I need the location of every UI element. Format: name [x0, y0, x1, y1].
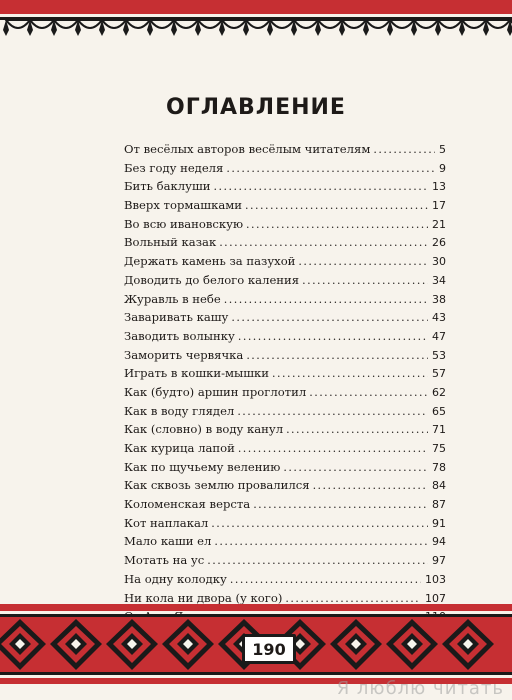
dot-leader	[286, 420, 428, 439]
watermark: Я люблю читать	[336, 678, 504, 699]
toc-entry	[124, 364, 446, 383]
dot-leader	[309, 383, 428, 402]
toc-entry-page: 97	[432, 554, 446, 568]
toc-entry	[124, 140, 446, 159]
dot-leader	[302, 271, 428, 290]
toc-entry	[124, 290, 446, 309]
toc-entry	[124, 551, 446, 570]
toc-entry-page: 62	[432, 385, 446, 399]
dot-leader	[231, 308, 428, 327]
dot-leader	[207, 551, 428, 570]
toc-entry-title: Мало каши ел	[124, 534, 212, 549]
toc-entry-title: Как по щучьему велению	[124, 459, 281, 474]
toc-entry	[124, 196, 446, 215]
toc-entry	[124, 159, 446, 178]
toc-entry-page: 65	[432, 404, 446, 418]
toc-entry-page: 87	[432, 498, 446, 512]
toc-entry	[124, 346, 446, 365]
toc-entry-title: Заводить волынку	[124, 328, 235, 343]
toc-entry-page: 47	[432, 329, 446, 343]
toc-entry	[124, 327, 446, 346]
page-title: ОГЛАВЛЕНИЕ	[166, 94, 346, 120]
toc-entry-title: Мотать на ус	[124, 553, 205, 568]
toc-entry	[124, 495, 446, 514]
toc-entry	[124, 514, 446, 533]
dot-leader	[238, 327, 428, 346]
toc-entry-title: Доводить до белого каления	[124, 272, 300, 287]
toc-entry-title: Как сквозь землю провалился	[124, 478, 310, 493]
toc-entry-page: 21	[432, 217, 446, 231]
toc-entry-page: 71	[432, 423, 446, 437]
toc-entry-page: 107	[425, 591, 446, 605]
toc-entry-title: Держать камень за пазухой	[124, 254, 296, 269]
toc-entry-title: На одну колодку	[124, 571, 227, 586]
toc-entry-page: 78	[432, 460, 446, 474]
toc-entry	[124, 308, 446, 327]
toc-entry-title: Во всю ивановскую	[124, 216, 244, 231]
dot-leader	[214, 177, 429, 196]
dot-leader	[214, 532, 428, 551]
toc-entry-page: 94	[432, 535, 446, 549]
toc-entry-page: 75	[432, 442, 446, 455]
toc-entry-page: 26	[432, 236, 446, 250]
toc-entry-title: Без году неделя	[124, 160, 224, 175]
toc-entry-title: Кот наплакал	[124, 515, 209, 530]
toc-entry-page: 43	[432, 311, 446, 325]
toc-entry-title: Заморить червячка	[124, 347, 244, 362]
toc-entry-page: 34	[432, 273, 446, 287]
dot-leader	[253, 495, 428, 514]
toc-entry	[124, 177, 446, 196]
dot-leader	[226, 159, 435, 178]
toc-entry-page: 91	[432, 516, 446, 530]
toc-entry-page: 57	[432, 367, 446, 381]
dot-leader	[211, 514, 428, 533]
toc-entry-title: Как (будто) аршин проглотил	[124, 384, 307, 399]
dot-leader	[246, 215, 428, 234]
toc-entry-page: 38	[432, 292, 446, 306]
dot-leader	[238, 439, 428, 458]
toc-entry-title: Вверх тормашками	[124, 198, 242, 213]
toc-entry-title: Заваривать кашу	[124, 310, 229, 325]
dot-leader	[237, 402, 428, 421]
toc-entry-title: Как (словно) в воду канул	[124, 422, 284, 437]
toc-entry	[124, 383, 446, 402]
toc-entry-title: Как в воду глядел	[124, 403, 235, 418]
toc-entry	[124, 532, 446, 551]
dot-leader	[373, 140, 435, 159]
dot-leader	[219, 233, 428, 252]
toc-entry-page: 30	[432, 255, 446, 269]
toc-entry-title: Играть в кошки-мышки	[124, 366, 270, 381]
page-number: 190	[252, 639, 286, 659]
toc-entry-page: 84	[432, 479, 446, 493]
toc-entry	[124, 570, 446, 589]
toc-entry-title: Вольный казак	[124, 235, 217, 250]
toc-entry-title: От весёлых авторов весёлым читателям	[124, 142, 371, 156]
toc-entry	[124, 233, 446, 252]
toc-entry-title: Ни кола ни двора (у кого)	[124, 590, 283, 605]
toc-entry-page: 5	[439, 143, 446, 156]
dot-leader	[224, 290, 428, 309]
dot-leader	[230, 570, 421, 589]
toc-entry-title: Бить баклуши	[124, 179, 211, 194]
table-of-contents	[124, 140, 446, 645]
toc-entry	[124, 215, 446, 234]
toc-entry-page: 103	[425, 572, 446, 586]
dot-leader	[283, 458, 428, 477]
toc-entry	[124, 476, 446, 495]
toc-entry	[124, 402, 446, 421]
dot-leader	[245, 196, 428, 215]
toc-entry-page: 9	[439, 161, 446, 175]
toc-entry-page: 13	[432, 180, 446, 194]
toc-entry	[124, 252, 446, 271]
toc-entry-page: 17	[432, 199, 446, 213]
dot-leader	[272, 364, 428, 383]
toc-entry	[124, 420, 446, 439]
toc-entry-page: 53	[432, 348, 446, 362]
toc-entry-title: Коломенская верста	[124, 497, 251, 512]
dot-leader	[298, 252, 428, 271]
toc-entry-title: Как курица лапой	[124, 441, 235, 455]
toc-entry-title: Журавль в небе	[124, 291, 221, 306]
page-number-plate	[242, 634, 296, 664]
toc-entry	[124, 439, 446, 458]
dot-leader	[246, 346, 428, 365]
toc-entry	[124, 271, 446, 290]
dot-leader	[313, 476, 428, 495]
top-ornament-border	[0, 0, 512, 48]
toc-entry	[124, 458, 446, 477]
